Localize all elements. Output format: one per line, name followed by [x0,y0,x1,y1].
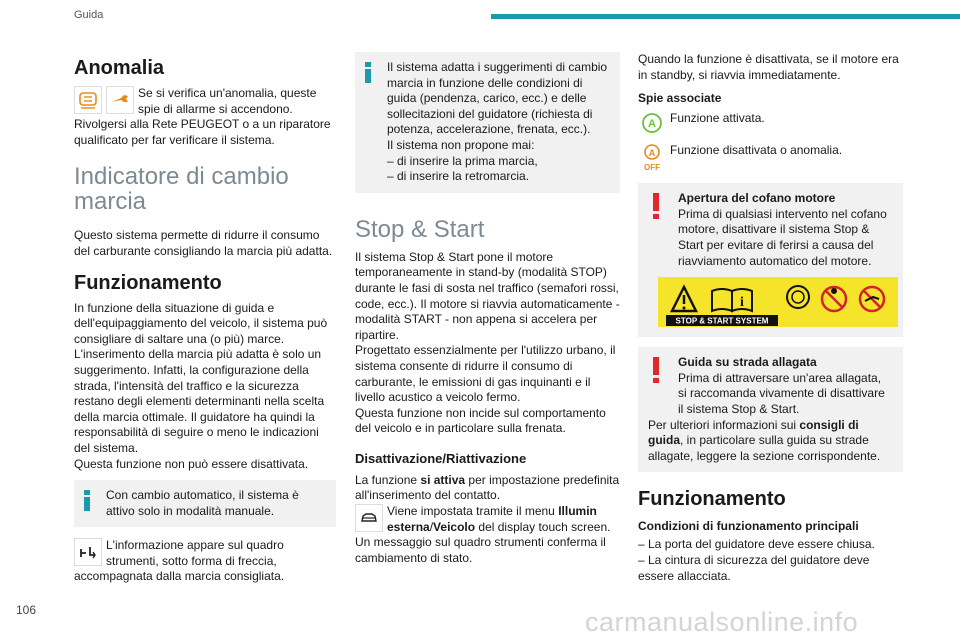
warn2-title: Guida su strada allagata [678,355,817,370]
gearbox-warning-icon [74,86,102,114]
header-accent-bar [491,14,960,19]
disattivazione-heading: Disattivazione/Riattivazione [355,450,527,466]
stop-start-on-icon [638,109,666,137]
warning-icon [653,357,659,383]
warn1-title: Apertura del cofano motore [678,191,836,206]
page-number: 106 [16,603,37,617]
section-title-gear-indicator: Indicatore di cambio marcia [74,163,289,216]
menu-text: Viene impostata tramite il menu Illumin esterna/Veicolo del display touch screen. [387,504,611,534]
off-label: OFF [644,162,660,172]
arrow-text-a: L'informazione appare sul quadro strumenti, sotto forma di freccia, [106,538,284,568]
info-automatic-text: Con cambio automatico, il sistema è attivo solo in modalità manuale. [106,488,299,518]
arrow-text-b: accompagnata dalla marcia consigliata. [74,569,285,584]
vehicle-menu-icon [355,504,383,532]
stop-start-off-icon [638,141,666,173]
arrow-block [74,538,336,569]
svg-text:i: i [740,295,744,311]
warn2-more: Per ulteriori informazioni sui consigli di guida, in particolare sulla guida su strade allagate, leggere la sezione corrispondente. [648,417,881,463]
info-box-suggestions [355,52,620,193]
banner-label: STOP & START SYSTEM [675,316,769,326]
stop-start-p3: Questa funzione non incide sul comportamento del veicolo e in particolare sulla frenata. [355,405,606,436]
section-title-stop-start: Stop & Start [355,215,485,243]
column-3 [638,52,903,584]
funz-p1: In funzione della situazione di guida e dell'equipaggiamento del veicolo, il sistema può consigliare di saltare una (o più) marce. [74,300,328,346]
header-title: Guida [74,9,104,21]
spia-off-row [638,141,903,172]
suggest-p2: Il sistema non propone mai: [387,137,535,152]
svg-text:A: A [648,118,656,131]
gear-indicator-intro: Questo sistema permette di ridurre il consumo del carburante consigliando la marcia più adatta. [74,228,333,258]
wrench-warning-icon [106,86,134,114]
anomalia-text-b: Rivolgersi alla Rete PEUGEOT o a un riparatore qualificato per far verificare il sistema. [74,117,331,147]
column-2 [355,52,620,566]
conditions-heading: Condizioni di funzionamento principali [638,519,859,534]
warn2-text: Prima di attraversare un'area allagata, si raccomanda vivamente di disattivare il sistema Stop & Start. [678,370,885,416]
anomalia-text-a: Se si verifica un'anomalia, queste spie di allarme si accendono. [138,86,317,116]
condition-2: – La cintura di sicurezza del guidatore deve essere allacciata. [638,552,870,583]
condition-1: – La porta del guidatore deve essere chiusa. [638,537,875,552]
spia-off-text: Funzione disattivata o anomalia. [670,143,843,158]
svg-text:A: A [648,147,656,158]
warning-box-bonnet [638,183,903,337]
anomalia-block [74,86,336,117]
anomalia-heading: Anomalia [74,57,165,79]
menu-block [355,504,620,535]
disatt-p1: La funzione si attiva per impostazione predefinita all'inserimento del contatto. [355,472,620,503]
info-icon [365,62,371,83]
funz-p3: Questa funzione non può essere disattivata. [74,456,309,471]
funzionamento-heading-1: Funzionamento [74,271,222,294]
funz-p2: L'inserimento della marcia più adatta è solo un suggerimento. Infatti, la configurazione della strada, l'intensità del traffico e la sicurezza restano degli elementi determinanti nella scelta della marcia ottimale. Il guidatore ha quindi la responsabilità di seguire o meno le indicazioni del sistema. [74,347,325,455]
stop-start-warning-label [658,277,898,327]
warning-box-flooded-road [638,347,903,472]
spie-heading: Spie associate [638,91,722,106]
stop-start-restart-text: Quando la funzione è disattivata, se il motore era in standby, si riavvia immediatamente. [638,52,899,82]
warn1-text: Prima di qualsiasi intervento nel cofano motore, disattivare il sistema Stop & Start per evitare di ferirsi a causa del riavviamento automatico del motore. [678,206,887,268]
spia-on-row [638,109,903,131]
watermark: carmanualsonline.info [585,607,859,637]
gear-shift-arrow-icon [74,538,102,566]
stop-start-p2: Progettato essenzialmente per l'utilizzo urbano, il sistema consente di ridurre il consumo di carburante, le emissioni di gas inquinanti e il livello acustico a veicolo fermo. [355,343,616,405]
confirm-text: Un messaggio sul quadro strumenti conferma il cambiamento di stato. [355,535,606,565]
spia-on-text: Funzione attivata. [670,111,765,126]
column-1 [74,52,336,585]
stop-start-p1: Il sistema Stop & Start pone il motore temporaneamente in stand-by (modalità STOP) durante le fasi di sosta nel traffico (semafori rossi, code, ecc.). Il motore si riavvia automaticamente - modalità START - non appena si accelera per ripartire. [355,249,620,342]
funzionamento-heading-2: Funzionamento [638,488,786,511]
warning-icon [653,193,659,219]
suggest-d2: – di inserire la retromarcia. [387,169,530,184]
suggest-p1: Il sistema adatta i suggerimenti di cambio marcia in funzione delle condizioni di guida (pendenza, carico, ecc.) e delle sollecitazioni del guidatore (richiesta di potenza, accelerazione, frenata, ecc.). [387,60,608,137]
info-icon [84,490,90,511]
info-box-automatic [74,480,336,527]
suggest-d1: – di inserire la prima marcia, [387,153,538,168]
